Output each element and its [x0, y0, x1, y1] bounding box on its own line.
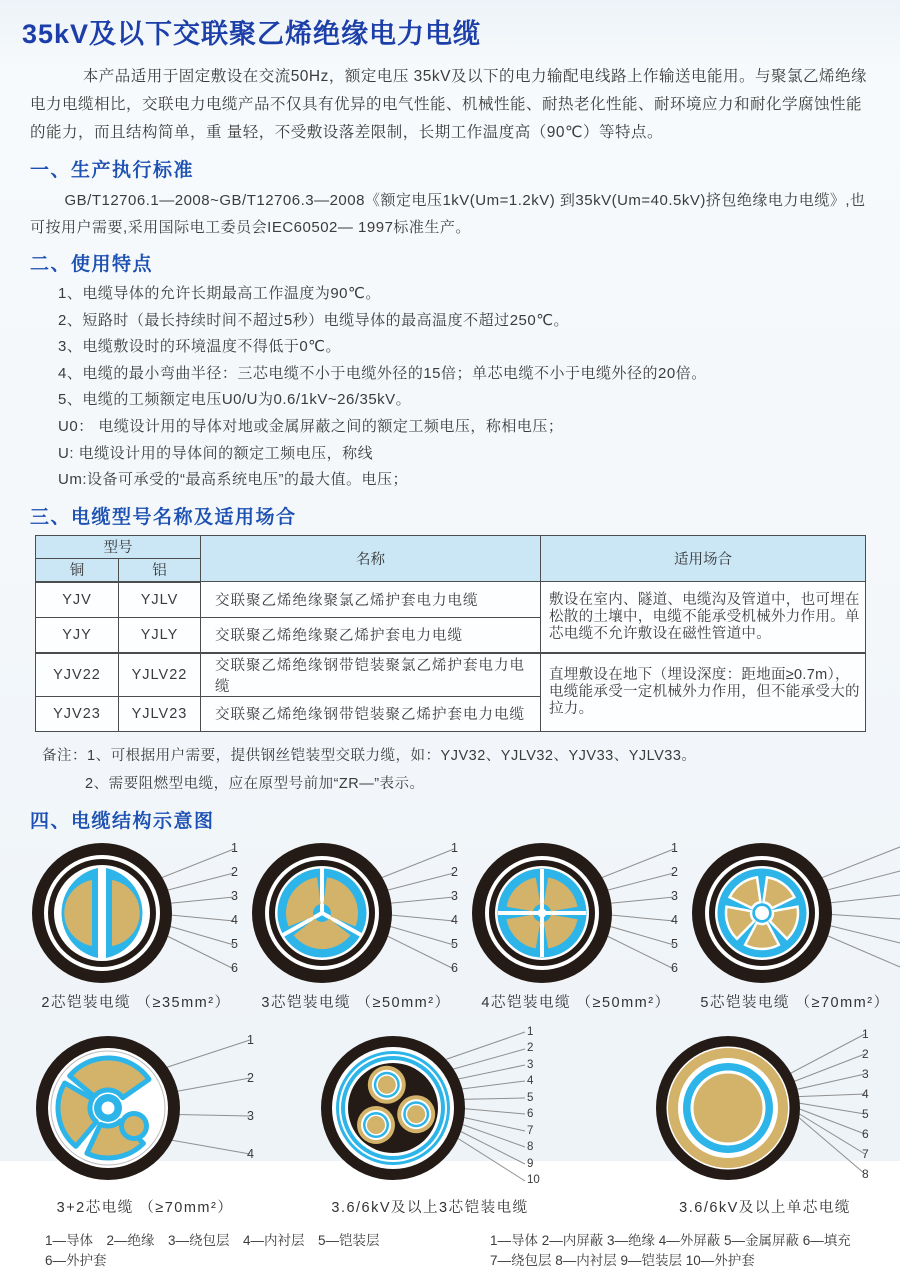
cable-name: 交联聚乙烯绝缘聚氯乙烯护套电力电缆 [201, 582, 541, 618]
cable-model-table [35, 535, 866, 732]
layer-number: 5 [451, 936, 458, 951]
model-aluminum: YJLV [119, 582, 201, 618]
intro-paragraph: 本产品适用于固定敷设在交流50Hz，额定电压 35kV及以下的电力输配电线路上作输送电能用。与聚氯乙烯绝缘电力电缆相比，交联电力电缆产品不仅具有优异的电气性能、机械性能、耐热老化性能、耐环境应力和耐化学腐蚀性能的能力，而且结构简单，重 量轻，不受敷设落差限制，长期工作温度高（90℃）等特点。 [30, 68, 868, 141]
3plus2core-cross-section-image [30, 1024, 260, 1192]
5core-caption: 5芯铠装电缆 （≥70mm²） [700, 994, 890, 1011]
diagram-5core [690, 839, 900, 1012]
6kv-3core-caption: 3.6/6kV及以上3芯铠装电缆 [331, 1199, 529, 1216]
layer-number: 9 [527, 1157, 534, 1170]
layer-number: 1 [247, 1032, 254, 1047]
feature-item: 4、电缆的最小弯曲半径：三芯电缆不小于电缆外径的15倍；单芯电缆不小于电缆外径的20倍。 [58, 364, 707, 382]
model-aluminum: YJLV22 [119, 653, 201, 697]
layer-number: 6 [527, 1108, 534, 1121]
section-3-heading: 三、电缆型号名称及适用场合 [30, 506, 297, 528]
layer-number: 7 [527, 1124, 534, 1137]
layer-number: 2 [451, 864, 458, 879]
2core-cross-section-image [30, 839, 242, 987]
feature-item: 1、电缆导体的允许长期最高工作温度为90℃。 [58, 285, 381, 302]
layer-number: 3 [451, 888, 458, 903]
layer-number: 1 [451, 840, 458, 855]
5core-cross-section-image [690, 839, 900, 987]
6kv-single-core-layer-numbers [862, 1028, 869, 1188]
layer-number: 5 [527, 1091, 534, 1104]
note-1: 备注：1、可根据用户需要，提供钢丝铠装型交联力缆，如：YJV32、YJLV32、YJV33、YJLV33。 [42, 747, 697, 764]
layer-number: 4 [451, 912, 458, 927]
model-copper: YJV23 [36, 696, 119, 731]
layer-number: 4 [247, 1146, 254, 1161]
4core-cross-section-image [470, 839, 682, 987]
6kv-3core-layer-numbers [527, 1026, 540, 1191]
layer-number: 3 [527, 1058, 534, 1071]
layer-number: 1 [862, 1026, 869, 1041]
layer-number: 3 [231, 888, 238, 903]
layer-number: 3 [862, 1066, 869, 1081]
model-copper: YJY [36, 617, 119, 653]
6kv-single-core-caption: 3.6/6kV及以上单芯电缆 [679, 1199, 851, 1216]
legend-left-line2: 6—外护套 [45, 1252, 107, 1268]
section-1-body: GB/T12706.1—2008~GB/T12706.3—2008《额定电压1kV(Um=1.2kV) 到35kV(Um=40.5kV)挤包绝缘电力电缆》,也可按用户需要,采用国际电工委员会IEC60502— 1997标准生产。 [30, 192, 866, 236]
layer-number: 5 [231, 936, 238, 951]
diagram-2core [30, 839, 242, 1012]
legend-right [490, 1231, 851, 1271]
6kv-3core-cross-section-image [315, 1024, 545, 1192]
layer-number: 6 [671, 960, 678, 975]
layer-number: 6 [862, 1126, 869, 1141]
layer-number: 10 [527, 1174, 540, 1187]
diagram-4core [470, 839, 682, 1012]
layer-number: 2 [527, 1042, 534, 1055]
col-header-aluminum: 铝 [119, 558, 201, 582]
feature-item: 5、电缆的工频额定电压U0/U为0.6/1kV~26/35kV。 [58, 391, 412, 409]
section-4-heading: 四、电缆结构示意图 [30, 810, 215, 832]
layer-number: 4 [862, 1086, 869, 1101]
layer-number: 5 [671, 936, 678, 951]
layer-number: 1 [231, 840, 238, 855]
2core-layer-numbers [231, 841, 238, 985]
layer-number: 1 [671, 840, 678, 855]
6kv-single-core-cross-section-image [650, 1024, 880, 1192]
page-title: 35kV及以下交联聚乙烯绝缘电力电缆 [22, 19, 482, 49]
layer-number: 8 [527, 1141, 534, 1154]
feature-list [58, 281, 874, 494]
layer-number: 4 [231, 912, 238, 927]
legend-left [45, 1231, 405, 1271]
col-header-application: 适用场合 [541, 535, 866, 582]
cable-name: 交联聚乙烯绝缘钢带铠装聚乙烯护套电力电缆 [201, 696, 541, 731]
layer-number: 3 [247, 1108, 254, 1123]
note-2: 2、需要阻燃型电缆，应在原型号前加“ZR—”表示。 [85, 775, 425, 792]
layer-number: 4 [671, 912, 678, 927]
layer-number: 4 [527, 1075, 534, 1088]
layer-number: 2 [862, 1046, 869, 1061]
layer-number: 6 [451, 960, 458, 975]
feature-item: Um:设备可承受的“最高系统电压”的最大值。电压； [58, 471, 408, 489]
layer-legend [45, 1231, 900, 1271]
3plus2core-caption: 3+2芯电缆 （≥70mm²） [56, 1199, 234, 1216]
legend-left-line1: 1—导体 2—绝缘 3—绕包层 4—内衬层 5—铠装层 [45, 1232, 380, 1248]
layer-number: 3 [671, 888, 678, 903]
table-row [36, 653, 866, 697]
model-copper: YJV [36, 582, 119, 618]
3core-layer-numbers [451, 841, 458, 985]
legend-right-line1: 1—导体 2—内屏蔽 3—绝缘 4—外屏蔽 5—金属屏蔽 6—填充 [490, 1232, 851, 1248]
layer-number: 2 [231, 864, 238, 879]
cable-name: 交联聚乙烯绝缘钢带铠装聚氯乙烯护套电力电缆 [201, 653, 541, 697]
application-cell: 敷设在室内、隧道、电缆沟及管道中，也可埋在松散的土壤中，电缆不能承受机械外力作用。单芯电缆不允许敷设在磁性管道中。 [541, 582, 866, 653]
layer-number: 6 [231, 960, 238, 975]
cable-name: 交联聚乙烯绝缘聚乙烯护套电力电缆 [201, 617, 541, 653]
diagram-3plus2core [30, 1024, 260, 1217]
col-header-model: 型号 [36, 535, 201, 558]
diagram-3core [250, 839, 462, 1012]
section-2-heading: 二、使用特点 [30, 254, 154, 275]
layer-number: 2 [671, 864, 678, 879]
layer-number: 5 [862, 1106, 869, 1121]
application-cell: 直埋敷设在地下（埋设深度：距地面≥0.7m），电缆能承受一定机械外力作用，但不能承受大的拉力。 [541, 653, 866, 732]
2core-caption: 2芯铠装电缆 （≥35mm²） [41, 994, 231, 1011]
diagram-6kv-3core-armored [315, 1024, 545, 1217]
layer-number: 8 [862, 1166, 869, 1181]
diagram-row-2 [30, 1024, 900, 1217]
model-aluminum: YJLY [119, 617, 201, 653]
layer-number: 2 [247, 1070, 254, 1085]
feature-item: 2、短路时（最长持续时间不超过5秒）电缆导体的最高温度不超过250℃。 [58, 311, 570, 329]
legend-right-line2: 7—绕包层 8—内衬层 9—铠装层 10—外护套 [490, 1252, 755, 1268]
diagram-6kv-single-core [650, 1024, 880, 1217]
feature-item: U0： 电缆设计用的导体对地或金属屏蔽之间的额定工频电压，称相电压； [58, 417, 564, 435]
table-notes [42, 742, 900, 798]
3plus2core-layer-numbers [247, 1032, 254, 1184]
diagram-row-1 [30, 839, 900, 1012]
feature-item: U: 电缆设计用的导体间的额定工频电压，称线 [58, 444, 374, 462]
model-aluminum: YJLV23 [119, 696, 201, 731]
table-row [36, 582, 866, 618]
feature-item: 3、电缆敷设时的环境温度不得低于0℃。 [58, 338, 342, 356]
col-header-name: 名称 [201, 535, 541, 582]
3core-caption: 3芯铠装电缆 （≥50mm²） [261, 994, 451, 1011]
layer-number: 7 [862, 1146, 869, 1161]
model-copper: YJV22 [36, 653, 119, 697]
layer-number: 1 [527, 1025, 534, 1038]
3core-cross-section-image [250, 839, 462, 987]
4core-layer-numbers [671, 841, 678, 985]
4core-caption: 4芯铠装电缆 （≥50mm²） [481, 994, 671, 1011]
section-1-heading: 一、生产执行标准 [30, 160, 195, 181]
col-header-copper: 铜 [36, 558, 119, 582]
